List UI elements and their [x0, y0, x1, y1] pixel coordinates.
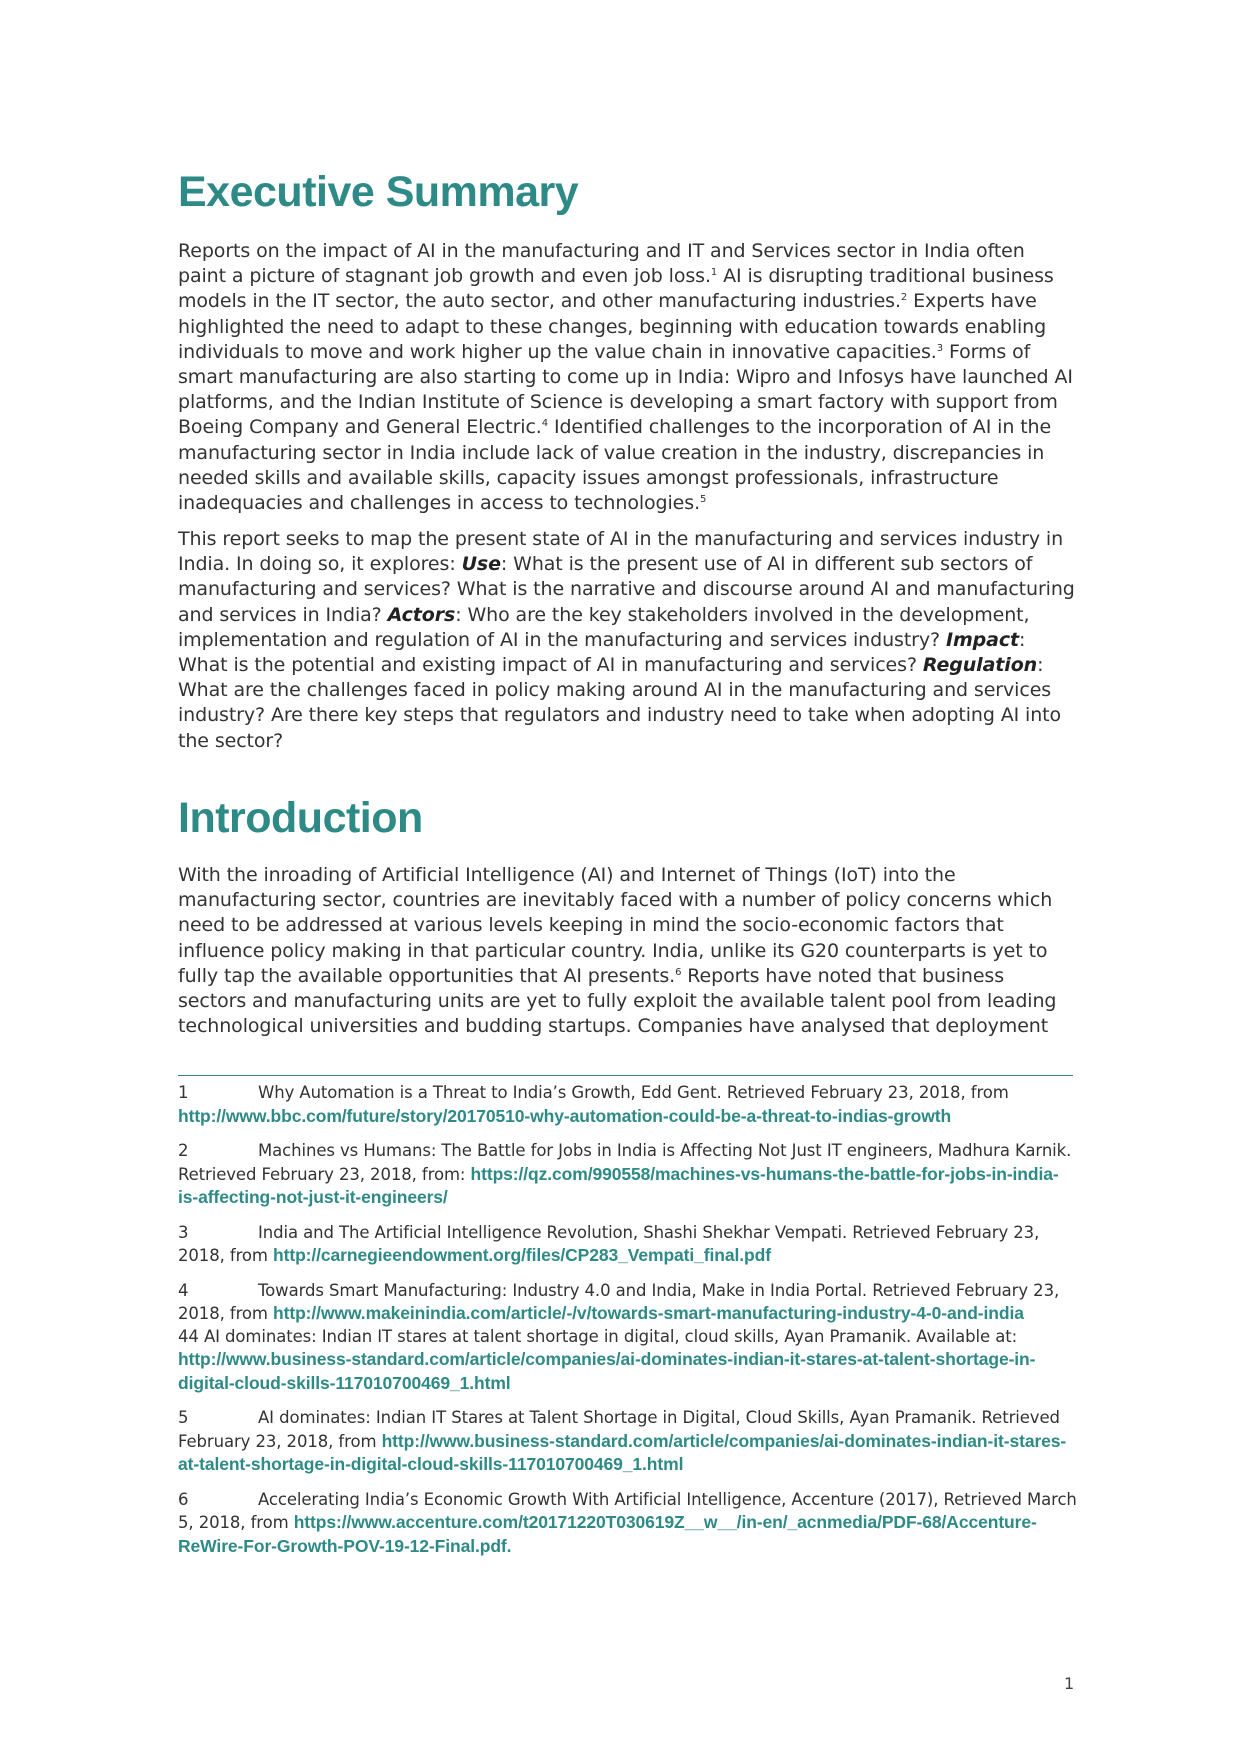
footnote-link-4-extra[interactable]: http://www.business-standard.com/article/companies/ai-dominates-indian-it-stares-at-talent-shortage-in-digital-cloud-skills-117010700469_1.html	[178, 1349, 1036, 1393]
footnote-ref-6[interactable]: 6	[675, 966, 682, 978]
executive-summary-paragraph-2: This report seeks to map the present state of AI in the manufacturing and services industry in India. In doing so, it explores: Use: What is the present use of AI in different sub sectors of manufacturing and services? What is the narrative and discourse around AI and manufacturing and services in India? Actors: Who are the key stakeholders involved in the development, implementation and regulation of AI in the manufacturing and services industry? Impact: What is the potential and existing impact of AI in manufacturing and services? Regulation: What are the challenges faced in policy making around AI in the manufacturing and services industry? Are there key steps that regulators and industry need to take when adopting AI into the sector?	[178, 528, 1075, 752]
footnote-5: 5 AI dominates: Indian IT Stares at Talent Shortage in Digital, Cloud Skills, Ayan Pramanik. Retrieved February 23, 2018, from http://www.business-standard.com/article/companies/ai-dominates-indian-it-stares-at-talent-shortage-in-digital-cloud-skills-117010700469_1.html	[178, 1408, 1067, 1474]
footnote-4-extra: 44 AI dominates: Indian IT stares at talent shortage in digital, cloud skills, Ayan Pramanik. Available at: http://www.business-standard.com/article/companies/ai-dominates-indian-it-stares-at-talent-shortage-in-digital-cloud-skills-117010700469_1.html	[178, 1326, 1036, 1393]
footnote-link-1[interactable]: http://www.bbc.com/future/story/20170510-why-automation-could-be-a-threat-to-indias-growth	[178, 1105, 952, 1126]
footnote-4: 4 Towards Smart Manufacturing: Industry 4.0 and India, Make in India Portal. Retrieved February 23, 2018, from http://www.makeinindia.com/article/-/v/towards-smart-manufacturing-industry-4-0-and-india	[178, 1280, 1060, 1323]
footnote-link-4[interactable]: http://www.makeinindia.com/article/-/v/towards-smart-manufacturing-industry-4-0-and-india	[273, 1303, 1024, 1323]
introduction-heading: Introduction	[178, 794, 423, 842]
executive-summary-heading: Executive Summary	[178, 168, 579, 216]
footnote-link-2[interactable]: https://qz.com/990558/machines-vs-humans-the-battle-for-jobs-in-india-is-affecting-not-just-it-engineers/	[178, 1163, 1059, 1207]
footnote-ref-3[interactable]: 3	[936, 342, 944, 354]
footnote-3: 3 India and The Artificial Intelligence Revolution, Shashi Shekhar Vempati. Retrieved February 23, 2018, from http://carnegieendowment.org/files/CP283_Vempati_final.pdf	[178, 1222, 1040, 1265]
footnote-6: 6 Accelerating India’s Economic Growth With Artificial Intelligence, Accenture (2017), Retrieved March 5, 2018, from https://www.accenture.com/t20171220T030619Z__w__/in-en/_acnmedia/PDF-68/Accenture-ReWire-For-Growth-POV-19-12-Final.pdf.	[178, 1489, 1077, 1556]
footnote-link-3[interactable]: http://carnegieendowment.org/files/CP283_Vempati_final.pdf	[273, 1245, 771, 1265]
footnotes	[178, 1082, 1078, 1570]
keyword-actors: Actors	[387, 603, 456, 626]
keyword-use: Use	[461, 553, 501, 576]
page-number: 1	[1064, 1674, 1075, 1693]
footnote-link-6[interactable]: https://www.accenture.com/t20171220T030619Z__w__/in-en/_acnmedia/PDF-68/Accenture-ReWire-For-Growth-POV-19-12-Final.pdf.	[178, 1512, 1037, 1556]
keyword-impact: Impact	[945, 628, 1020, 651]
footnote-ref-4[interactable]: 4	[541, 418, 549, 430]
keyword-regulation: Regulation	[922, 654, 1038, 677]
footnote-ref-5[interactable]: 5	[700, 494, 707, 506]
footnote-link-5[interactable]: http://www.business-standard.com/article/companies/ai-dominates-indian-it-stares-at-talent-shortage-in-digital-cloud-skills-117010700469_1.html	[178, 1430, 1067, 1474]
executive-summary-paragraph-1: Reports on the impact of AI in the manufacturing and IT and Services sector in India often paint a picture of stagnant job growth and even job loss.$^1$ AI is disrupting traditional business models in the IT sector, the auto sector, and other manufacturing industries.$^2$ Experts have highlighted the need to adapt to these changes, beginning with education towards enabling individuals to move and work higher up the value chain in innovative capacities.$^3$ Forms of smart manufacturing are also starting to come up in India: Wipro and Infosys have launched AI platforms, and the Indian Institute of Science is developing a smart factory with support from Boeing Company and General Electric.$^4$ Identified challenges to the incorporation of AI in the manufacturing sector in India include lack of value creation in the industry, discrepancies in needed skills and available skills, capacity issues amongst professionals, infrastructure inadequacies and challenges in access to technologies.$^5$	[178, 240, 1073, 515]
footnote-divider	[178, 1075, 1073, 1076]
footnote-2: 2 Machines vs Humans: The Battle for Jobs in India is Affecting Not Just IT engineers, Madhura Karnik. Retrieved February 23, 2018, from: https://qz.com/990558/machines-vs-humans-the-battle-for-jobs-in-india-is-affecting-not-just-it-engineers/	[178, 1141, 1072, 1207]
footnote-ref-2[interactable]: 2	[900, 292, 908, 304]
introduction-paragraph: With the inroading of Artificial Intelligence (AI) and Internet of Things (IoT) into the manufacturing sector, countries are inevitably faced with a number of policy concerns which need to be addressed at various levels keeping in mind the socio-economic factors that influence policy making in that particular country. India, unlike its G20 counterparts is yet to fully tap the available opportunities that AI presents.$^6$ Reports have noted that business sectors and manufacturing units are yet to fully exploit the available talent pool from leading technological universities and budding startups. Companies have analysed that deployment	[178, 864, 1057, 1038]
footnote-ref-1[interactable]: 1	[710, 267, 718, 279]
footnote-1: 1 Why Automation is a Threat to India’s Growth, Edd Gent. Retrieved February 23, 2018, from http://www.bbc.com/future/story/20170510-why-automation-could-be-a-threat-to-indias-growth	[178, 1083, 1009, 1126]
